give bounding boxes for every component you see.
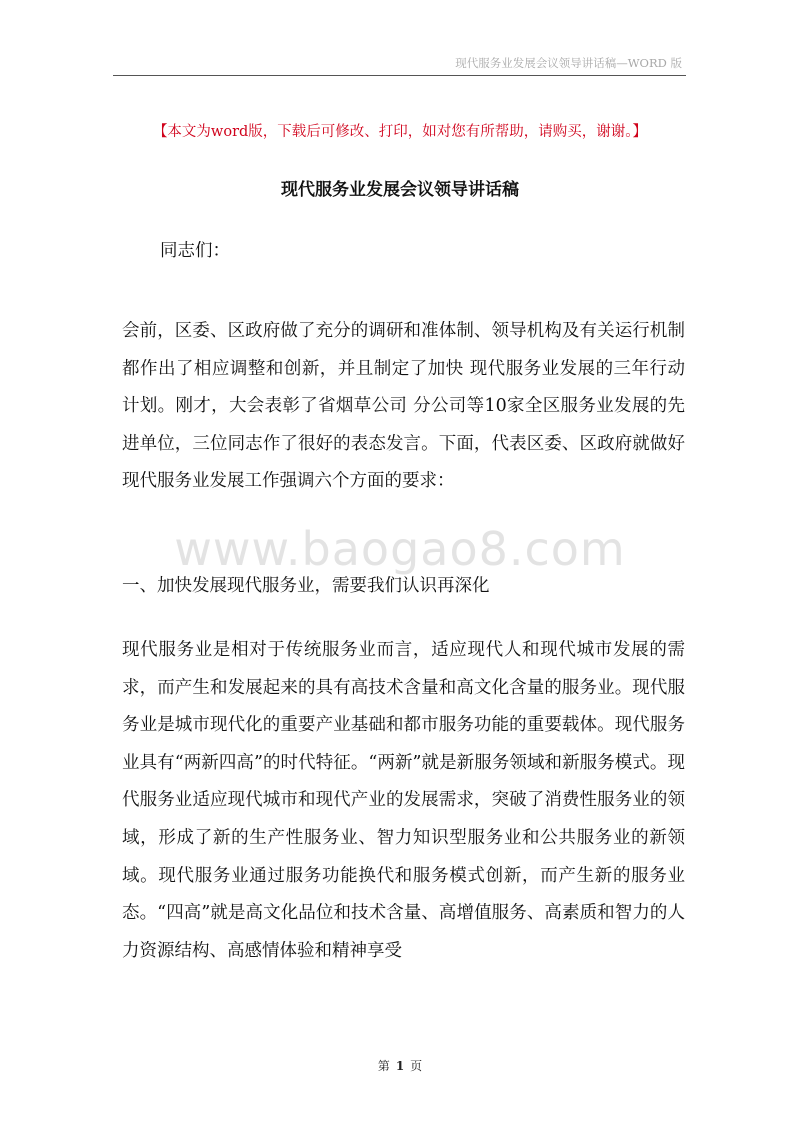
body-paragraph-2: 现代服务业是相对于传统服务业而言，适应现代人和现代城市发展的需求，而产生和发展起来的具有高技术含量和高文化含量的服务业。现代服务业是城市现代化的重要产业基础和都市服务功能的重要载体。现代服务业具有“两新四高”的时代特征。“两新”就是新服务领域和新服务模式。现代服务业适应现代城市和现代产业的发展需求，突破了消费性服务业的领域，形成了新的生产性服务业、智力知识型服务业和公共服务业的新领域。现代服务业通过服务功能换代和服务模式创新，而产生新的服务业态。“四高”就是高文化品位和技术含量、高增值服务、高素质和智力的人力资源结构、高感情体验和精神享受 [122, 640, 685, 961]
page-suffix: 页 [410, 1059, 423, 1073]
greeting: 同志们： [160, 241, 230, 261]
page-footer [0, 1057, 800, 1074]
page-number: 1 [395, 1059, 405, 1073]
header-divider [113, 75, 686, 76]
purchase-notice: 【本文为word版，下载后可修改、打印，如对您有所帮助，请购买，谢谢。】 [152, 124, 648, 140]
document-title: 现代服务业发展会议领导讲话稿 [281, 180, 519, 200]
section-heading-1: 一、加快发展现代服务业，需要我们认识再深化 [122, 576, 490, 596]
body-paragraph-1: 会前，区委、区政府做了充分的调研和准体制、领导机构及有关运行机制都作出了相应调整和创新，并且制定了加快 现代服务业发展的三年行动计划。刚才，大会表彰了省烟草公司 分公司等10家全区服务业发展的先进单位，三位同志作了很好的表态发言。下面，代表区委、区政府就做好 现代服务业发展工作强调六个方面的要求： [122, 321, 685, 492]
page-prefix: 第 [377, 1059, 390, 1073]
watermark: www.baogao8.com [174, 522, 626, 576]
running-header-title: 现代服务业发展会议领导讲话稿—WORD 版 [455, 56, 682, 70]
